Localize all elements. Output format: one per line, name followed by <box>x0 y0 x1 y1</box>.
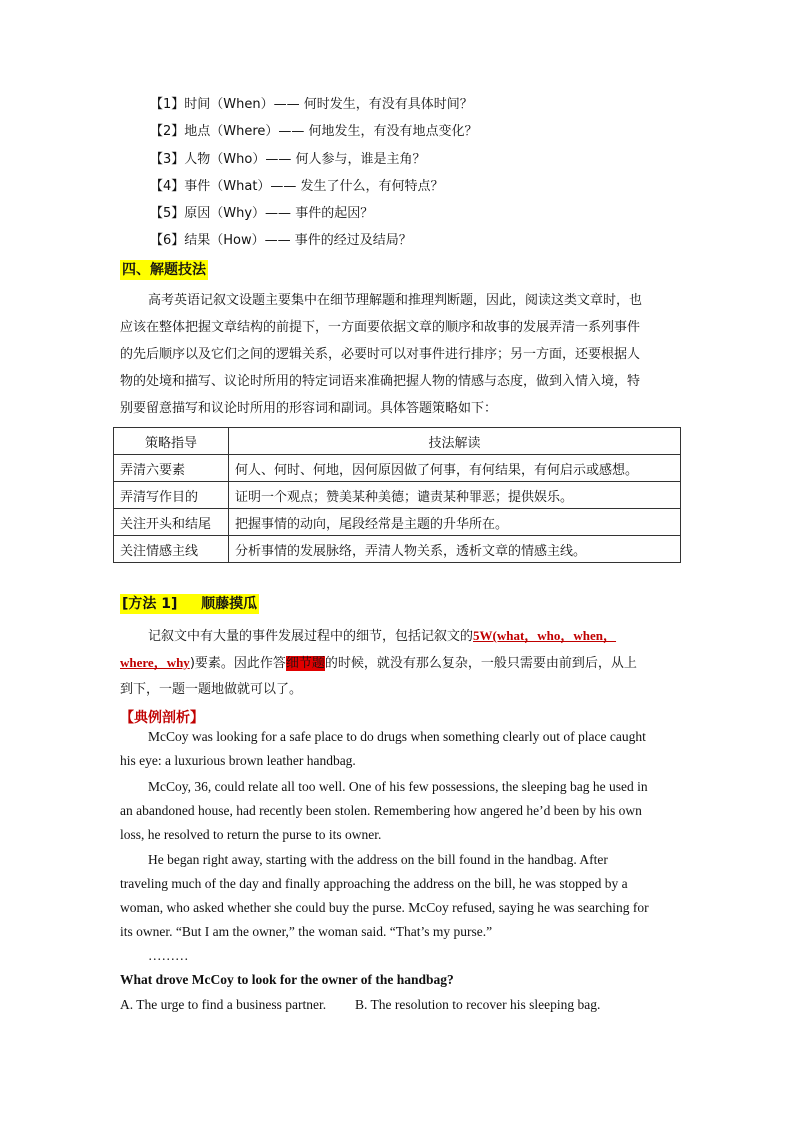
intro-line-4: 物的处境和描写、议论时所用的特定词语来准确把握人物的情感与态度，做到入情入境，特 <box>120 374 641 389</box>
table-cell: 把握事情的动向，尾段经常是主题的升华所在。 <box>229 509 681 536</box>
example-title: 【典例剖析】 <box>120 710 204 726</box>
method-text: 记叙文中有大量的事件发展过程中的细节，包括记叙文的 <box>148 629 474 644</box>
detail-question-highlight: 细节题 <box>285 656 325 671</box>
section-heading: 四、解题技法 <box>122 262 206 278</box>
six-element-where: 【2】地点（Where）—— 何地发生，有没有地点变化？ <box>150 124 478 139</box>
six-element-who: 【3】人物（Who）—— 何人参与，谁是主角？ <box>150 152 426 167</box>
passage-line: his eye: a luxurious brown leather handbag. <box>120 753 356 768</box>
intro-line-3: 的先后顺序以及它们之间的逻辑关系，必要时可以对事件进行排序；另一方面，还要根据人 <box>120 347 641 362</box>
method-text: 的时候，就没有那么复杂，一般只需要由前到后，从上 <box>324 656 637 671</box>
table-cell: 证明一个观点；赞美某种美德；谴责某种罪恶；提供娱乐。 <box>229 482 681 509</box>
passage-line: its owner. “But I am the owner,” the woman said. “That’s my purse.” <box>120 924 493 939</box>
six-element-when: 【1】时间（When）—— 何时发生，有没有具体时间？ <box>150 97 473 112</box>
table-row <box>114 509 681 536</box>
table-cell: 弄清写作目的 <box>114 482 229 509</box>
passage-ellipsis: ……… <box>148 948 189 963</box>
passage-line: He began right away, starting with the address on the bill found in the handbag. After <box>148 852 608 867</box>
table-row <box>114 482 681 509</box>
passage-line: McCoy was looking for a safe place to do drugs when something clearly out of place caught <box>148 729 646 744</box>
method-line-3: 到下，一题一题地做就可以了。 <box>120 682 303 697</box>
table-header-cell: 策略指导 <box>114 428 229 455</box>
method-line-1 <box>148 622 616 650</box>
table-header-row <box>114 428 681 455</box>
passage-line: traveling much of the day and finally approaching the address on the bill, he was stopped by a <box>120 876 628 891</box>
question-text: What drove McCoy to look for the owner of the handbag? <box>120 972 454 987</box>
method-5w-highlight-cont: where，why <box>120 655 190 670</box>
method-line-2 <box>120 649 637 677</box>
intro-line-5: 别要留意描写和议论时所用的形容词和副词。具体答题策略如下： <box>120 401 498 416</box>
method-label: [方法 1] <box>122 596 178 612</box>
six-element-why: 【5】原因（Why）—— 事件的起因？ <box>150 206 374 221</box>
table-cell: 关注情感主线 <box>114 536 229 563</box>
passage-line: McCoy, 36, could relate all too well. One of his few possessions, the sleeping bag he used in <box>148 779 648 794</box>
table-header-cell: 技法解读 <box>229 428 681 455</box>
passage-line: woman, who asked whether she could buy the purse. McCoy refused, saying he was searching for <box>120 900 649 915</box>
intro-line-2: 应该在整体把握文章结构的前提下，一方面要依据文章的顺序和故事的发展弄清一系列事件 <box>120 320 641 335</box>
passage-line: loss, he resolved to return the purse to its owner. <box>120 827 382 842</box>
option-a: A. The urge to find a business partner. <box>120 997 327 1012</box>
intro-line-1: 高考英语记叙文设题主要集中在细节理解题和推理判断题，因此，阅读这类文章时，也 <box>148 293 643 308</box>
six-element-how: 【6】结果（How）—— 事件的经过及结局？ <box>150 233 412 248</box>
table-row <box>114 536 681 563</box>
method-heading <box>120 594 259 614</box>
option-b: B. The resolution to recover his sleeping bag. <box>355 997 601 1012</box>
six-element-what: 【4】事件（What）—— 发生了什么，有何特点？ <box>150 179 444 194</box>
method-5w-highlight: 5W(what，who，when， <box>473 628 617 643</box>
table-cell: 关注开头和结尾 <box>114 509 229 536</box>
strategy-table <box>113 427 681 563</box>
table-row <box>114 455 681 482</box>
table-cell: 弄清六要素 <box>114 455 229 482</box>
method-title: 顺藤摸瓜 <box>201 596 258 612</box>
table-cell: 分析事情的发展脉络，弄清人物关系，透析文章的情感主线。 <box>229 536 681 563</box>
table-cell: 何人、何时、何地，因何原因做了何事，有何结果，有何启示或感想。 <box>229 455 681 482</box>
method-text: )要素。因此作答 <box>189 656 286 671</box>
passage-line: an abandoned house, had recently been stolen. Remembering how angered he’d been by his own <box>120 803 642 818</box>
